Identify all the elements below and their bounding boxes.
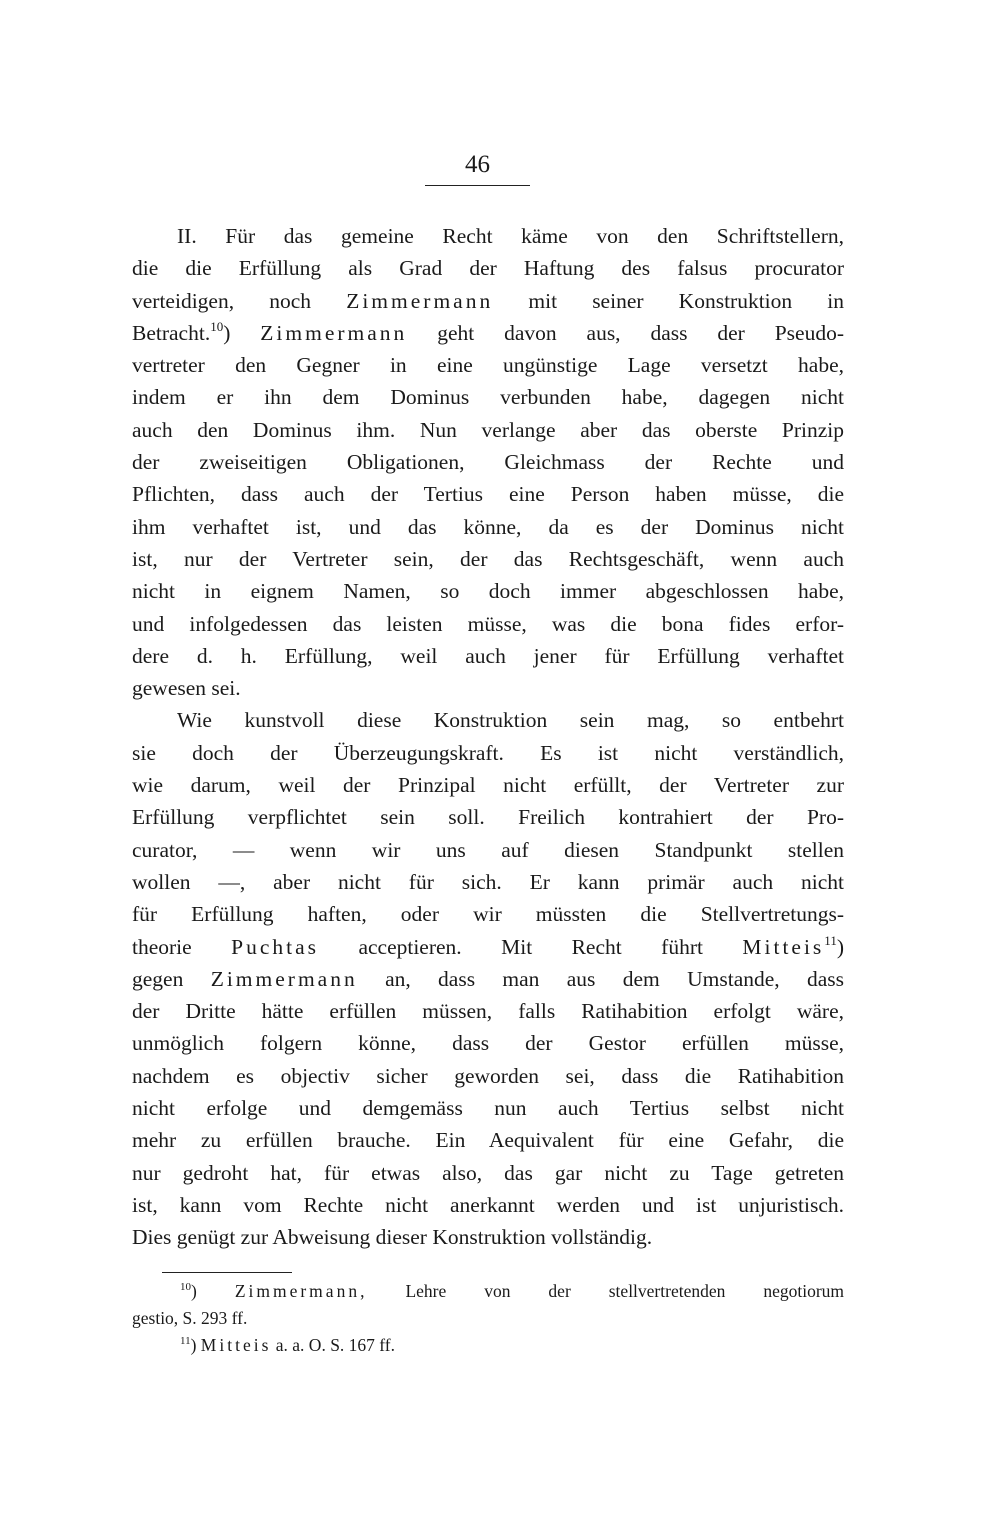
text-line: nur gedroht hat, für etwas also, das gar nicht zu Tage getreten (132, 1160, 844, 1185)
text-line: verteidigen, noch Zimmermann mit seiner Konstruktion in (132, 288, 845, 313)
footnote-marker: 10 (180, 1281, 191, 1293)
text-line: Pflichten, dass auch der Tertius eine Person haben müsse, die (132, 482, 844, 507)
text-line: ist, kann vom Rechte nicht anerkannt werden und ist unjuristisch. (132, 1192, 844, 1217)
text-line: auch den Dominus ihm. Nun verlange aber das oberste Prinzip (132, 417, 844, 442)
text-line: und infolgedessen das leisten müsse, was die bona fides erfor- (132, 611, 844, 636)
text-line: der zweiseitigen Obligationen, Gleichmass der Rechte und (132, 450, 844, 475)
text-line: nachdem es objectiv sicher geworden sei, dass die Ratihabition (132, 1063, 844, 1088)
author-name: Zimmermann (210, 966, 358, 991)
text-line: unmöglich folgern könne, dass der Gestor erfüllen müsse, (132, 1031, 844, 1056)
text-line: mehr zu erfüllen brauche. Ein Aequivalent für eine Gefahr, die (132, 1128, 844, 1153)
author-name: Zimmermann, (234, 1281, 368, 1301)
text-line: ist, nur der Vertreter sein, der das Rechtsgeschäft, wenn auch (132, 546, 844, 571)
footnote-ref: 11 (824, 932, 837, 948)
text-line: Betracht.$^{10}$) Zimmermann geht davon aus, dass der Pseudo- (132, 318, 844, 345)
text-line: ihm verhaftet ist, und das könne, da es der Dominus nicht (132, 514, 844, 539)
footnote-ref: 10 (210, 318, 224, 334)
text-line: nicht erfolge und demgemäss nun auch Tertius selbst nicht (132, 1096, 844, 1121)
text-line: der Dritte hätte erfüllen müssen, falls Ratihabition erfolgt wäre, (132, 999, 844, 1024)
text-line: vertreter den Gegner in eine ungünstige Lage versetzt habe, (132, 353, 844, 378)
text-line: dere d. h. Erfüllung, weil auch jener für Erfüllung verhaftet (132, 643, 844, 668)
footnote-rule (162, 1272, 292, 1273)
text-line: II. Für das gemeine Recht käme von den Schriftstellern, (177, 224, 844, 248)
main-text (132, 220, 844, 1254)
page-number: 46 (465, 151, 490, 178)
author-name: Mitteis (200, 1335, 272, 1355)
footnote-continuation: gestio, S. 293 ff. (132, 1308, 248, 1328)
text-line: Wie kunstvoll diese Konstruktion sein mag, so entbehrt (177, 708, 844, 733)
footnote-marker: 11 (180, 1335, 191, 1347)
footnote: $^{10}$) Zimmermann, Lehre von der stellvertretenden negotiorum (180, 1281, 845, 1301)
text-line: gegen Zimmermann an, dass man aus dem Umstande, dass (132, 966, 845, 991)
author-name: Puchtas (231, 934, 320, 959)
text-line: nicht in eignem Namen, so doch immer abgeschlossen habe, (132, 579, 844, 604)
text-line: für Erfüllung haften, oder wir müssten die Stellvertretungs- (132, 902, 844, 927)
text-line: wie darum, weil der Prinzipal nicht erfüllt, der Vertreter zur (132, 773, 844, 798)
text-line: sie doch der Überzeugungskraft. Es ist nicht verständlich, (132, 740, 844, 765)
text-line: theorie Puchtas acceptieren. Mit Recht führt Mitteis$^{11}$) (132, 932, 844, 959)
footnote: $^{11}$) Mitteis a. a. O. S. 167 ff. (180, 1335, 396, 1355)
text-line: gewesen sei. (132, 676, 241, 701)
author-name: Zimmermann (346, 288, 494, 313)
text-line: curator, — wenn wir uns auf diesen Standpunkt stellen (132, 837, 844, 862)
text-line: Dies genügt zur Abweisung dieser Konstruktion vollständig. (132, 1225, 653, 1250)
text-line: wollen —, aber nicht für sich. Er kann primär auch nicht (132, 869, 844, 894)
footnotes (132, 1278, 844, 1359)
text-line: Erfüllung verpflichtet sein soll. Freilich kontrahiert der Pro- (132, 805, 844, 830)
text-line: indem er ihn dem Dominus verbunden habe, dagegen nicht (132, 385, 844, 410)
author-name: Zimmermann (260, 320, 408, 345)
text-line: die die Erfüllung als Grad der Haftung des falsus procurator (132, 256, 844, 281)
header-rule (425, 185, 530, 186)
author-name: Mitteis (742, 934, 825, 959)
